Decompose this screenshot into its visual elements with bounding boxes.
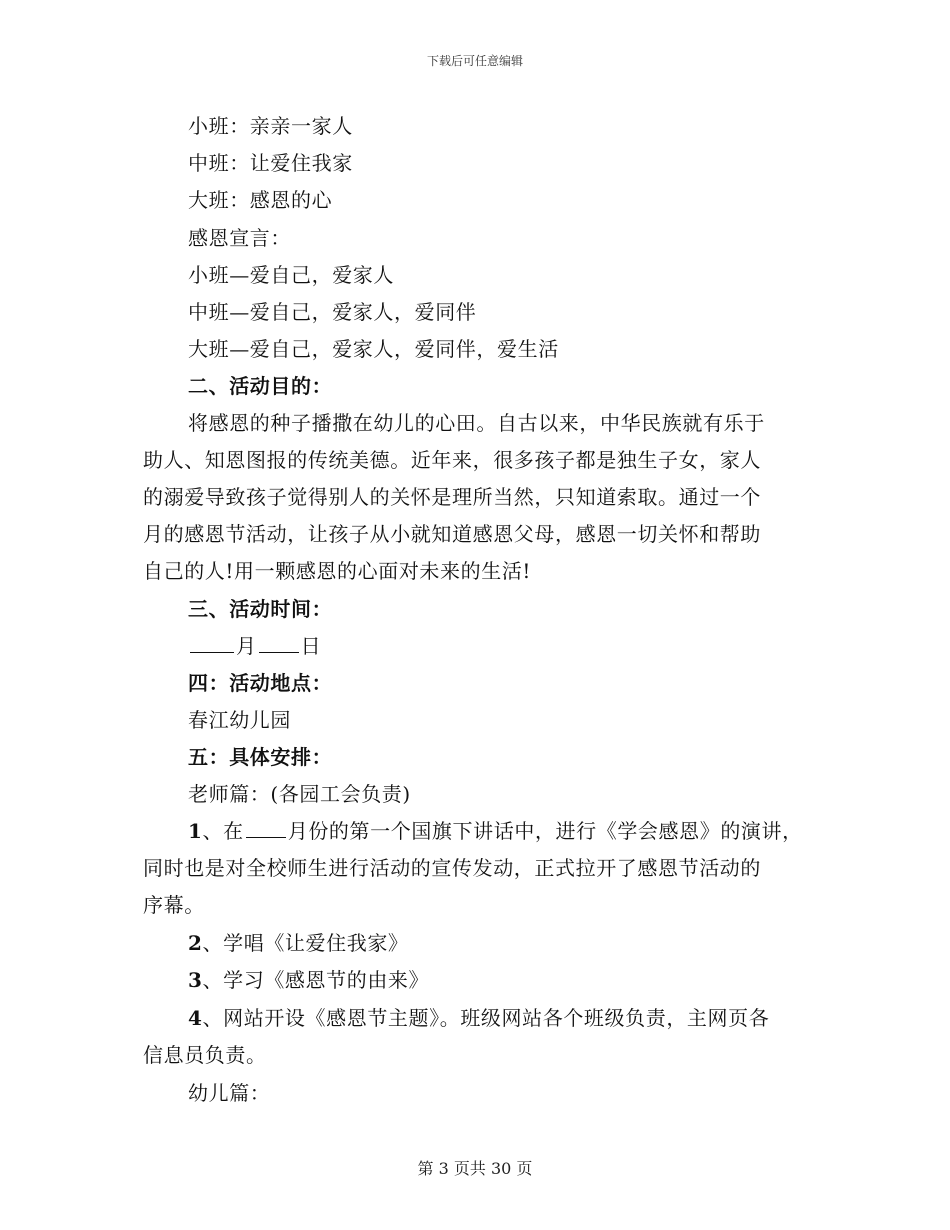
item-4-number: 4 xyxy=(188,1006,203,1030)
teacher-item-2 xyxy=(188,930,409,956)
place-value: 春江幼儿园 xyxy=(188,708,291,732)
teacher-section-title: 老师篇：(各园工会负责) xyxy=(188,782,411,806)
item-2-text: 、学唱《让爱住我家》 xyxy=(202,931,409,955)
teacher-item-1 xyxy=(188,818,803,844)
declaration-big-class: 大班—爱自己，爱家人，爱同伴，爱生活 xyxy=(188,337,559,361)
child-section-title: 幼儿篇： xyxy=(188,1081,271,1105)
item-1-text-b: 月份的第一个国旗下讲话中，进行《学会感恩》的演讲， xyxy=(287,819,803,843)
item-3-number: 3 xyxy=(188,968,203,992)
time-heading: 三、活动时间： xyxy=(188,597,333,621)
time-value xyxy=(188,633,321,659)
purpose-line-2: 助人、知恩图报的传统美德。近年来，很多孩子都是独生子女，家人 xyxy=(143,448,761,472)
day-blank xyxy=(259,634,299,653)
item-1-text-a: 、在 xyxy=(202,819,244,843)
item-4-text: 、网站开设《感恩节主题》。班级网站各个班级负责，主网页各 xyxy=(202,1006,770,1030)
arrangement-heading: 五：具体安排： xyxy=(188,745,333,769)
theme-small-class: 小班：亲亲一家人 xyxy=(188,114,353,138)
month-blank xyxy=(190,634,234,653)
place-heading: 四：活动地点： xyxy=(188,671,333,695)
declaration-middle-class: 中班—爱自己，爱家人，爱同伴 xyxy=(188,300,477,324)
teacher-item-4-line-2: 信息员负责。 xyxy=(143,1043,267,1067)
page-footer: 第 3 页共 30 页 xyxy=(417,1159,533,1178)
purpose-heading: 二、活动目的： xyxy=(188,374,333,398)
declaration-small-class: 小班—爱自己，爱家人 xyxy=(188,263,394,287)
purpose-line-4: 月的感恩节活动，让孩子从小就知道感恩父母，感恩一切关怀和帮助 xyxy=(143,522,761,546)
item-2-number: 2 xyxy=(188,931,203,955)
item-3-text: 、学习《感恩节的由来》 xyxy=(202,968,430,992)
purpose-line-3: 的溺爱导致孩子觉得别人的关怀是理所当然，只知道索取。通过一个 xyxy=(143,485,761,509)
purpose-line-1: 将感恩的种子播撒在幼儿的心田。自古以来，中华民族就有乐于 xyxy=(188,411,765,435)
item-1-number: 1 xyxy=(188,819,203,843)
day-label: 日 xyxy=(300,634,322,658)
theme-middle-class: 中班：让爱住我家 xyxy=(188,151,353,175)
declaration-title: 感恩宣言： xyxy=(188,226,291,250)
teacher-item-1-line-3: 序幕。 xyxy=(143,893,205,917)
page-header: 下载后可任意编辑 xyxy=(426,54,523,68)
teacher-item-1-line-2: 同时也是对全校师生进行活动的宣传发动，正式拉开了感恩节活动的 xyxy=(143,856,761,880)
teacher-item-3 xyxy=(188,967,429,993)
purpose-line-5: 自己的人!用一颗感恩的心面对未来的生活! xyxy=(143,559,532,583)
month-label: 月 xyxy=(236,634,257,658)
teacher-item-4 xyxy=(188,1005,769,1031)
theme-big-class: 大班：感恩的心 xyxy=(188,188,333,212)
item-1-blank xyxy=(246,819,286,838)
